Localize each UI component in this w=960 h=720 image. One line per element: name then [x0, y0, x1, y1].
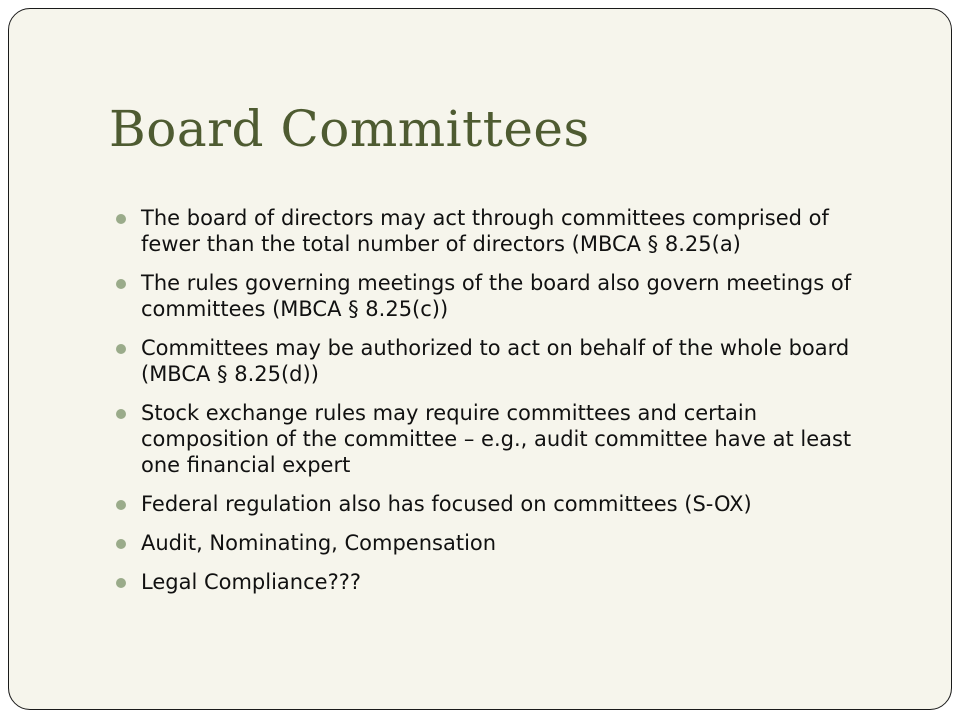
bullet-item — [113, 491, 873, 517]
bullet-item — [113, 270, 873, 322]
slide-title: Board Committees — [109, 100, 590, 158]
bullet-item — [113, 205, 873, 257]
bullet-text: Committees may be authorized to act on behalf of the whole board (MBCA § 8.25(d)) — [141, 336, 850, 386]
bullet-dot-icon — [116, 409, 126, 419]
bullet-dot-icon — [116, 344, 126, 354]
bullet-text: The rules governing meetings of the board also govern meetings of committees (MBCA § 8.25(c)) — [141, 271, 852, 321]
bullet-dot-icon — [116, 539, 126, 549]
bullet-text: Audit, Nominating, Compensation — [141, 531, 497, 555]
slide-frame — [8, 8, 952, 710]
bullet-item — [113, 335, 873, 387]
bullet-item — [113, 530, 873, 556]
bullet-dot-icon — [116, 578, 126, 588]
bullet-text: The board of directors may act through committees comprised of fewer than the total number of directors (MBCA § 8.25(a) — [141, 206, 829, 256]
bullet-item — [113, 400, 873, 478]
bullet-dot-icon — [116, 214, 126, 224]
bullet-item — [113, 569, 873, 595]
bullet-text: Legal Compliance??? — [141, 570, 362, 594]
bullet-text: Stock exchange rules may require committees and certain composition of the committee – e.g., audit committee have at least one financial expert — [141, 401, 852, 477]
bullet-dot-icon — [116, 279, 126, 289]
bullet-dot-icon — [116, 500, 126, 510]
bullet-text: Federal regulation also has focused on committees (S-OX) — [141, 492, 752, 516]
bullet-list — [113, 205, 873, 608]
